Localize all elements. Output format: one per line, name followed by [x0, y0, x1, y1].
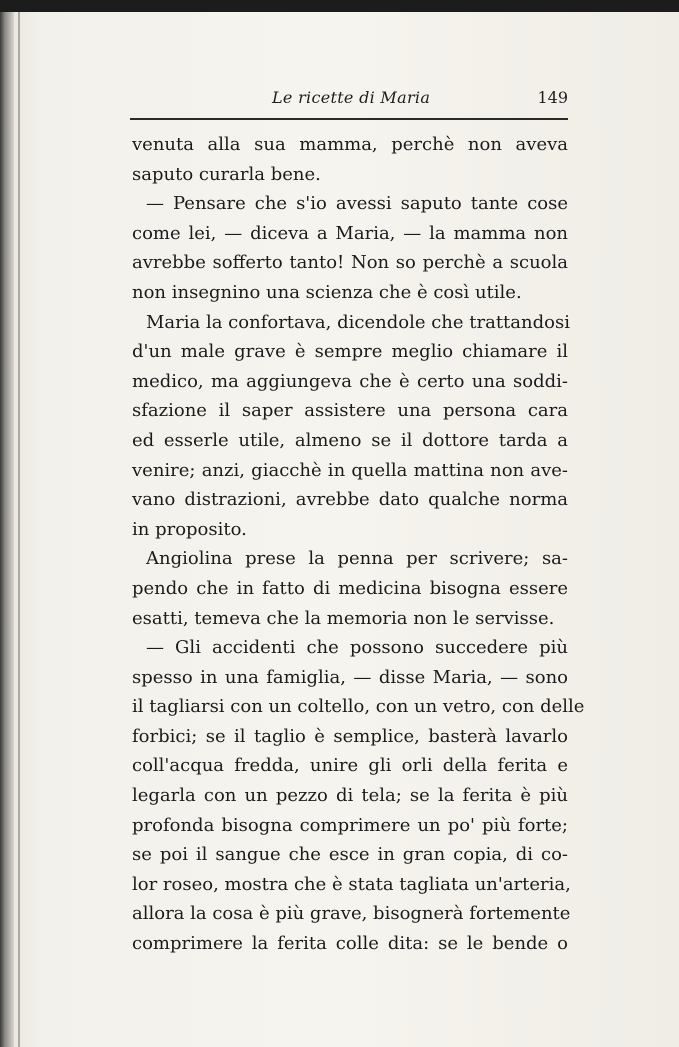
text-line: Angiolina prese la penna per scrivere; sa- [146, 548, 568, 570]
gutter-line [18, 12, 20, 1047]
text-line: forbici; se il taglio è semplice, basterà lavarlo [132, 725, 568, 747]
page-header [130, 88, 570, 112]
text-line: legarla con un pezzo di tela; se la ferita è più [132, 785, 568, 807]
text-line: Maria la confortava, dicendole che trattandosi [146, 311, 570, 333]
text-line: come lei, — diceva a Maria, — la mamma non [132, 222, 568, 244]
header-rule [130, 118, 568, 120]
text-line: coll'acqua fredda, unire gli orli della ferita e [132, 755, 568, 777]
text-line: il tagliarsi con un coltello, con un vetro, con delle [132, 696, 585, 718]
text-line: in proposito. [132, 518, 247, 540]
text-line: saputo curarla bene. [132, 163, 321, 185]
text-line: non insegnino una scienza che è così utile. [132, 281, 522, 303]
text-line: sfazione il saper assistere una persona cara [132, 400, 568, 422]
text-line: — Gli accidenti che possono succedere più [146, 637, 568, 659]
text-line: ed esserle utile, almeno se il dottore tarda a [132, 429, 568, 451]
page-number: 149 [537, 88, 568, 107]
text-line: — Pensare che s'io avessi saputo tante cose [146, 193, 568, 215]
text-line: allora la cosa è più grave, bisognerà fortemente [132, 903, 571, 925]
text-line: spesso in una famiglia, — disse Maria, — sono [132, 666, 568, 688]
text-line: esatti, temeva che la memoria non le servisse. [132, 607, 555, 629]
body-text [132, 130, 585, 959]
text-line: profonda bisogna comprimere un po' più forte; [132, 814, 568, 836]
running-title: Le ricette di Maria [272, 88, 431, 107]
text-line: vano distrazioni, avrebbe dato qualche norma [132, 489, 568, 511]
text-line: se poi il sangue che esce in gran copia, di co- [132, 844, 568, 866]
text-line: d'un male grave è sempre meglio chiamare il [132, 341, 568, 363]
text-line: pendo che in fatto di medicina bisogna essere [132, 577, 568, 599]
text-line: medico, ma aggiungeva che è certo una soddi- [132, 370, 568, 392]
book-spine-edge [0, 12, 14, 1047]
text-line: lor roseo, mostra che è stata tagliata un'arteria, [132, 873, 571, 895]
text-line: avrebbe sofferto tanto! Non so perchè a scuola [132, 252, 568, 274]
text-line: venuta alla sua mamma, perchè non aveva [132, 134, 568, 155]
text-line: venire; anzi, giacchè in quella mattina non ave- [132, 459, 568, 481]
text-line: comprimere la ferita colle dita: se le bende o [132, 933, 568, 955]
page-top-shadow [0, 0, 679, 12]
